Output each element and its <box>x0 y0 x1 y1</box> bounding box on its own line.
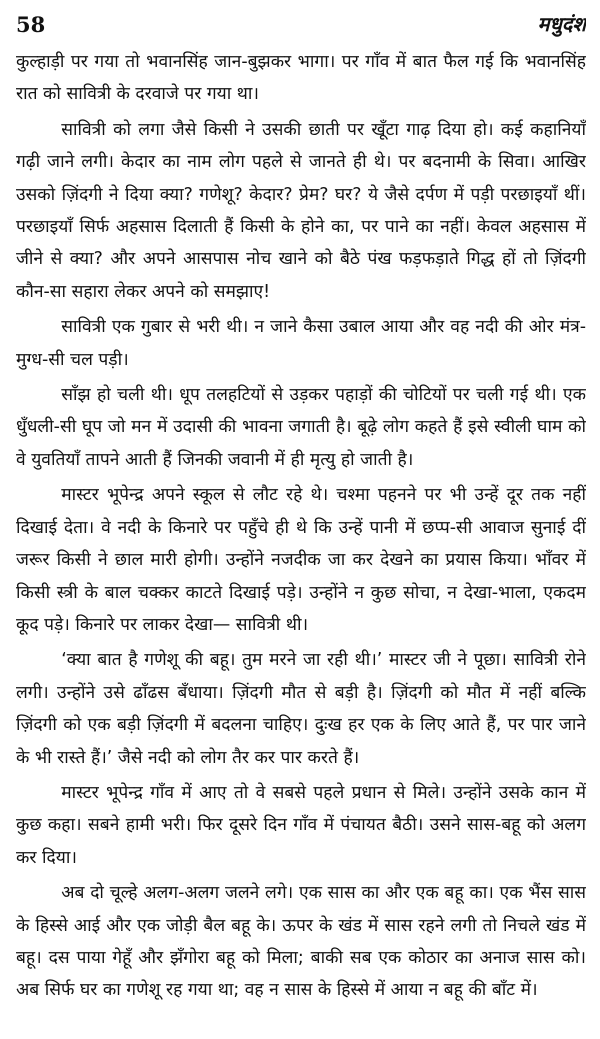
paragraph: सावित्री को लगा जैसे किसी ने उसकी छाती पर खूँटा गाढ़ दिया हो। कई कहानियाँ गढ़ी जाने लगी। केदार का नाम लोग पहले से जानते ही थे। पर बदनामी के सिवा। आखिर उसको ज़िंदगी ने दिया क्या? गणेशू? केदार? प्रेम? घर? ये जैसे दर्पण में पड़ी परछाइयाँ थीं। परछाइयाँ सिर्फ अहसास दिलाती हैं किसी के होने का, पर पाने का नहीं। केवल अहसास में जीने से क्या? और अपने आसपास नोच खाने को बैठे पंख फड़फड़ाते गिद्ध हों तो ज़िंदगी कौन-सा सहारा लेकर अपने को समझाए! <box>16 119 586 302</box>
paragraph: मास्टर भूपेन्द्र गाँव में आए तो वे सबसे पहले प्रधान से मिले। उन्होंने उसके कान में कुछ कहा। सबने हामी भरी। फिर दूसरे दिन गाँव में पंचायत बैठी। उसने सास-बहू को अलग कर दिया। <box>16 782 586 868</box>
page-number: 58 <box>16 12 46 37</box>
paragraph: ‘क्या बात है गणेशू की बहू। तुम मरने जा रही थी।’ मास्टर जी ने पूछा। सावित्री रोने लगी। उन्होंने उसे ढाँढस बँधाया। ज़िंदगी मौत से बड़ी है। ज़िंदगी को मौत में नहीं बल्कि ज़िंदगी को एक बड़ी ज़िंदगी में बदलना चाहिए। दुःख हर एक के लिए आते हैं, पर पार जाने के भी रास्ते हैं।’ जैसे नदी को लोग तैर कर पार करते हैं। <box>16 650 586 768</box>
paragraph: साँझ हो चली थी। धूप तलहटियों से उड़कर पहाड़ों की चोटियों पर चली गई थी। एक धुँधली-सी घूप जो मन में उदासी की भावना जगाती है। बूढ़े लोग कहते हैं इसे स्वीली घाम को वे युवतियाँ तापने आती हैं जिनकी जवानी में ही मृत्यु हो जाती है। <box>16 385 586 470</box>
paragraph: कुल्हाड़ी पर गया तो भवानसिंह जान-बुझकर भागा। पर गाँव में बात फैल गई कि भवानसिंह रात को सावित्री के दरवाजे पर गया था। <box>16 52 586 105</box>
paragraph: अब दो चूल्हे अलग-अलग जलने लगे। एक सास का और एक बहू का। एक भैंस सास के हिस्से आई और एक जोड़ी बैल बहू के। ऊपर के खंड में सास रहने लगी तो निचले खंड में बहू। दस पाया गेहूँ और झँगोरा बहू को मिला; बाकी सब एक कोठार का अनाज सास को। अब सिर्फ घर का गणेशू रह गया था; वह न सास के हिस्से में आया न बहू की बाँट में। <box>16 883 586 1001</box>
running-title: मधुदंश <box>537 12 586 36</box>
book-page <box>16 10 586 1030</box>
paragraph: मास्टर भूपेन्द्र अपने स्कूल से लौट रहे थे। चश्मा पहनने पर भी उन्हें दूर तक नहीं दिखाई देता। वे नदी के किनारे पर पहुँचे ही थे कि उन्हें पानी में छप्प-सी आवाज सुनाई दीं जरूर किसी ने छाल मारी होगी। उन्होंने नजदीक जा कर देखने का प्रयास किया। भाँवर में किसी स्त्री के बाल चक्कर काटते दिखाई पड़े। उन्होंने न कुछ सोचा, न देखा-भाला, एकदम कूद पड़े। किनारे पर लाकर देखा— सावित्री थी। <box>16 485 586 635</box>
body-text <box>16 46 586 1007</box>
page-header <box>16 10 586 46</box>
paragraph: सावित्री एक गुबार से भरी थी। न जाने कैसा उबाल आया और वह नदी की ओर मंत्र-मुग्ध-सी चल पड़ी। <box>16 317 586 370</box>
